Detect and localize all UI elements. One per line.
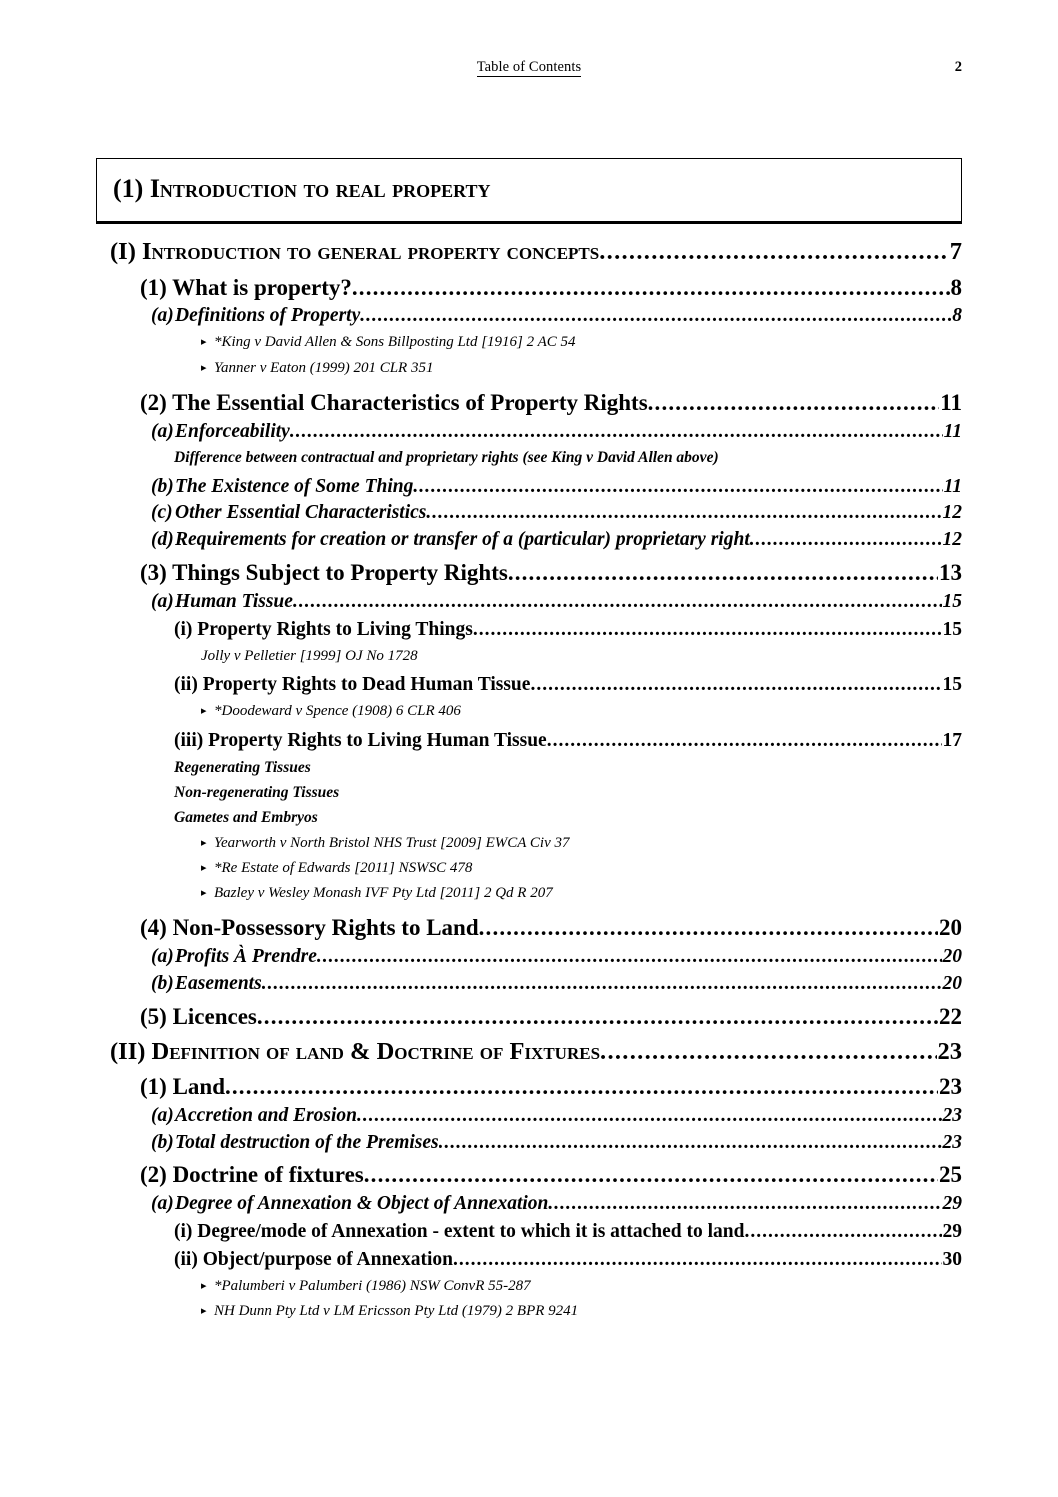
toc-entry-num[interactable] bbox=[140, 915, 962, 941]
leader-dots bbox=[364, 1162, 938, 1188]
toc-entry-label bbox=[151, 591, 293, 613]
leader-dots bbox=[745, 1221, 942, 1243]
leader-dots bbox=[750, 529, 942, 551]
toc-entry-marker: (b) bbox=[151, 1131, 174, 1153]
triangle-bullet-icon: ▸ bbox=[201, 1279, 207, 1292]
toc-entry-page-number: 12 bbox=[942, 529, 962, 551]
toc-entry-marker: (a) bbox=[151, 1193, 174, 1215]
toc-entry-marker: (a) bbox=[151, 305, 174, 327]
toc-entry-text: Accretion and Erosion bbox=[175, 1104, 358, 1126]
header-page-number: 2 bbox=[954, 59, 962, 75]
toc-entry-label bbox=[151, 529, 750, 551]
toc-entry-page-number: 20 bbox=[942, 946, 962, 968]
toc-entry-alpha[interactable] bbox=[151, 305, 962, 327]
toc-case-item[interactable] bbox=[201, 1299, 962, 1324]
toc-entry-roman[interactable] bbox=[174, 1221, 962, 1243]
triangle-bullet-icon: ▸ bbox=[201, 361, 207, 374]
toc-entry-label: (1) What is property? bbox=[140, 274, 352, 300]
toc-entry-page-number: 11 bbox=[943, 475, 962, 497]
toc-entry-marker: (b) bbox=[151, 475, 174, 497]
leader-dots bbox=[479, 915, 938, 941]
triangle-bullet-icon: ▸ bbox=[201, 1304, 207, 1317]
leader-dots bbox=[413, 476, 942, 498]
toc-entry-page-number: 12 bbox=[942, 502, 962, 524]
toc-entry-text: The Existence of Some Thing bbox=[175, 475, 414, 497]
toc-case-item[interactable] bbox=[201, 1274, 962, 1299]
toc-entry-marker: (a) bbox=[151, 590, 174, 612]
toc-entry-label: (I) Introduction to general property concepts bbox=[110, 238, 600, 266]
toc-entry-alpha[interactable] bbox=[151, 1132, 962, 1154]
toc-entry-list bbox=[96, 238, 962, 1324]
toc-entry-text: Enforceability bbox=[175, 420, 290, 442]
toc-entry-roman[interactable] bbox=[174, 1249, 962, 1271]
running-header bbox=[96, 58, 962, 82]
toc-entry-num[interactable] bbox=[140, 560, 962, 586]
toc-note-line: Jolly v Pelletier [1999] OJ No 1728 bbox=[201, 647, 418, 664]
leader-dots bbox=[547, 730, 942, 752]
leader-dots bbox=[317, 946, 942, 968]
toc-entry-text: Total destruction of the Premises bbox=[175, 1131, 439, 1153]
toc-entry-label bbox=[151, 305, 360, 327]
leader-dots bbox=[648, 390, 940, 416]
toc-entry-page-number: 20 bbox=[942, 973, 962, 995]
leader-dots bbox=[225, 1074, 938, 1100]
toc-entry-page-number: 13 bbox=[939, 560, 962, 586]
leader-dots bbox=[600, 1038, 936, 1065]
toc-entry-page-number: 25 bbox=[939, 1162, 962, 1188]
toc-entry-text: Other Essential Characteristics bbox=[175, 502, 427, 524]
toc-entry-page-number: 23 bbox=[939, 1074, 962, 1100]
toc-entry-text: Easements bbox=[175, 973, 262, 995]
table-of-contents bbox=[96, 158, 962, 1324]
toc-entry-num[interactable] bbox=[140, 275, 962, 301]
leader-dots bbox=[352, 275, 950, 301]
toc-entry-page-number: 23 bbox=[942, 1104, 962, 1126]
toc-entry-alpha[interactable] bbox=[151, 476, 962, 498]
toc-entry-marker: (c) bbox=[151, 502, 173, 524]
toc-entry-label: (1) Land bbox=[140, 1074, 225, 1100]
toc-entry-page-number: 15 bbox=[942, 674, 962, 696]
toc-entry-alpha[interactable] bbox=[151, 973, 962, 995]
toc-case-item[interactable] bbox=[201, 330, 962, 355]
toc-entry-marker: (a) bbox=[151, 1104, 174, 1126]
toc-entry-page-number: 7 bbox=[949, 238, 962, 266]
toc-entry-page-number: 30 bbox=[942, 1248, 962, 1270]
toc-case-label: *Palumberi v Palumberi (1986) NSW ConvR 55-287 bbox=[214, 1277, 531, 1294]
toc-entry-page-number: 15 bbox=[942, 618, 962, 640]
toc-entry-label bbox=[151, 502, 426, 524]
toc-entry-label: (2) Doctrine of fixtures bbox=[140, 1162, 364, 1188]
leader-dots bbox=[290, 421, 943, 443]
toc-note-line: Non-regenerating Tissues bbox=[174, 784, 340, 802]
toc-entry-label bbox=[151, 1193, 548, 1215]
toc-entry-page-number: 29 bbox=[942, 1193, 962, 1215]
toc-entry-alpha[interactable] bbox=[151, 1105, 962, 1127]
toc-note-line: Difference between contractual and proprietary rights (see King v David Allen above) bbox=[174, 449, 719, 467]
toc-entry-label: (3) Things Subject to Property Rights bbox=[140, 560, 508, 586]
triangle-bullet-icon: ▸ bbox=[201, 861, 207, 874]
toc-entry-label bbox=[151, 476, 413, 498]
toc-entry-page-number: 29 bbox=[942, 1221, 962, 1243]
toc-entry-text: Definitions of Property bbox=[175, 305, 361, 327]
toc-entry-page-number: 11 bbox=[940, 389, 962, 415]
toc-case-label: *King v David Allen & Sons Billposting Ltd [1916] 2 AC 54 bbox=[214, 334, 576, 351]
triangle-bullet-icon: ▸ bbox=[201, 836, 207, 849]
leader-dots bbox=[473, 619, 942, 641]
toc-entry-label bbox=[151, 1105, 357, 1127]
toc-entry-page-number: 23 bbox=[937, 1037, 962, 1065]
toc-entry-alpha[interactable] bbox=[151, 502, 962, 524]
toc-entry-label: (i) Property Rights to Living Things bbox=[174, 618, 473, 640]
leader-dots bbox=[426, 502, 941, 524]
toc-entry-page-number: 8 bbox=[950, 274, 962, 300]
toc-case-label: *Doodeward v Spence (1908) 6 CLR 406 bbox=[214, 702, 461, 719]
leader-dots bbox=[293, 591, 942, 613]
toc-entry-roman[interactable] bbox=[174, 619, 962, 641]
part-title: (1) Introduction to real property bbox=[113, 174, 491, 203]
toc-entry-page-number: 22 bbox=[939, 1003, 962, 1029]
triangle-bullet-icon: ▸ bbox=[201, 704, 207, 717]
toc-entry-marker: (a) bbox=[151, 420, 174, 442]
toc-entry-label bbox=[151, 946, 317, 968]
toc-entry-page-number: 15 bbox=[942, 590, 962, 612]
toc-entry-alpha[interactable] bbox=[151, 529, 962, 551]
leader-dots bbox=[439, 1132, 942, 1154]
toc-entry-roman[interactable] bbox=[174, 674, 962, 696]
toc-entry-label bbox=[151, 1132, 439, 1154]
toc-case-item[interactable] bbox=[201, 356, 962, 381]
toc-entry-text: Human Tissue bbox=[175, 590, 293, 612]
toc-entry-num[interactable] bbox=[140, 1162, 962, 1188]
toc-case-label: NH Dunn Pty Ltd v LM Ericsson Pty Ltd (1979) 2 BPR 9241 bbox=[214, 1302, 579, 1319]
toc-entry-alpha[interactable] bbox=[151, 1193, 962, 1215]
leader-dots bbox=[508, 560, 938, 586]
toc-note-line: Gametes and Embryos bbox=[174, 809, 318, 827]
toc-entry-roman[interactable] bbox=[174, 730, 962, 752]
toc-entry-label: (5) Licences bbox=[140, 1003, 257, 1029]
toc-case-item[interactable] bbox=[201, 856, 962, 881]
part-title-box bbox=[96, 158, 962, 224]
header-title-text: Table of Contents bbox=[476, 59, 582, 75]
toc-case-label: Yanner v Eaton (1999) 201 CLR 351 bbox=[214, 359, 434, 376]
toc-entry-label bbox=[151, 421, 290, 443]
toc-entry-text: Degree of Annexation & Object of Annexation bbox=[175, 1193, 549, 1215]
toc-entry-page-number: 11 bbox=[943, 420, 962, 442]
leader-dots bbox=[262, 973, 942, 995]
toc-entry-alpha[interactable] bbox=[151, 591, 962, 613]
toc-entry-marker: (d) bbox=[151, 529, 174, 551]
toc-case-label: *Re Estate of Edwards [2011] NSWSC 478 bbox=[214, 859, 473, 876]
leader-dots bbox=[530, 674, 941, 696]
toc-entry-label: (2) The Essential Characteristics of Property Rights bbox=[140, 389, 648, 415]
toc-entry-page-number: 20 bbox=[939, 915, 962, 941]
header-title bbox=[96, 58, 962, 76]
toc-entry-section[interactable] bbox=[110, 238, 962, 265]
toc-entry-num[interactable] bbox=[140, 1074, 962, 1100]
toc-entry-label: (ii) Property Rights to Dead Human Tissue bbox=[174, 674, 531, 696]
toc-entry-text: Requirements for creation or transfer of a (particular) proprietary right bbox=[175, 529, 750, 551]
toc-case-item[interactable] bbox=[201, 699, 962, 724]
toc-note-line: Regenerating Tissues bbox=[174, 758, 311, 776]
toc-entry-label: (iii) Property Rights to Living Human Tissue bbox=[174, 730, 547, 752]
triangle-bullet-icon: ▸ bbox=[201, 336, 207, 349]
toc-case-label: Yearworth v North Bristol NHS Trust [2009] EWCA Civ 37 bbox=[214, 834, 570, 851]
toc-case-item[interactable] bbox=[201, 881, 962, 906]
toc-entry-label: (4) Non-Possessory Rights to Land bbox=[140, 915, 479, 941]
toc-entry-section[interactable] bbox=[110, 1038, 962, 1065]
toc-entry-label: (i) Degree/mode of Annexation - extent to which it is attached to land bbox=[174, 1221, 745, 1243]
leader-dots bbox=[357, 1105, 941, 1127]
toc-entry-text: Profits À Prendre bbox=[175, 946, 317, 968]
toc-entry-marker: (a) bbox=[151, 946, 174, 968]
toc-entry-marker: (b) bbox=[151, 973, 174, 995]
toc-entry-label: (ii) Object/purpose of Annexation bbox=[174, 1248, 453, 1270]
toc-entry-page-number: 17 bbox=[942, 730, 962, 752]
toc-entry-num[interactable] bbox=[140, 390, 962, 416]
leader-dots bbox=[257, 1004, 938, 1030]
triangle-bullet-icon: ▸ bbox=[201, 887, 207, 900]
leader-dots bbox=[548, 1193, 941, 1215]
leader-dots bbox=[453, 1249, 942, 1271]
toc-entry-alpha[interactable] bbox=[151, 946, 962, 968]
toc-case-label: Bazley v Wesley Monash IVF Pty Ltd [2011] 2 Qd R 207 bbox=[214, 885, 553, 902]
leader-dots bbox=[360, 305, 951, 327]
toc-entry-page-number: 23 bbox=[942, 1131, 962, 1153]
toc-entry-label: (II) Definition of land & Doctrine of Fixtures bbox=[110, 1037, 601, 1065]
toc-entry-page-number: 8 bbox=[952, 305, 962, 327]
toc-entry-alpha[interactable] bbox=[151, 421, 962, 443]
leader-dots bbox=[599, 238, 949, 265]
toc-entry-label bbox=[151, 973, 262, 995]
toc-entry-num[interactable] bbox=[140, 1004, 962, 1030]
toc-case-item[interactable] bbox=[201, 831, 962, 856]
